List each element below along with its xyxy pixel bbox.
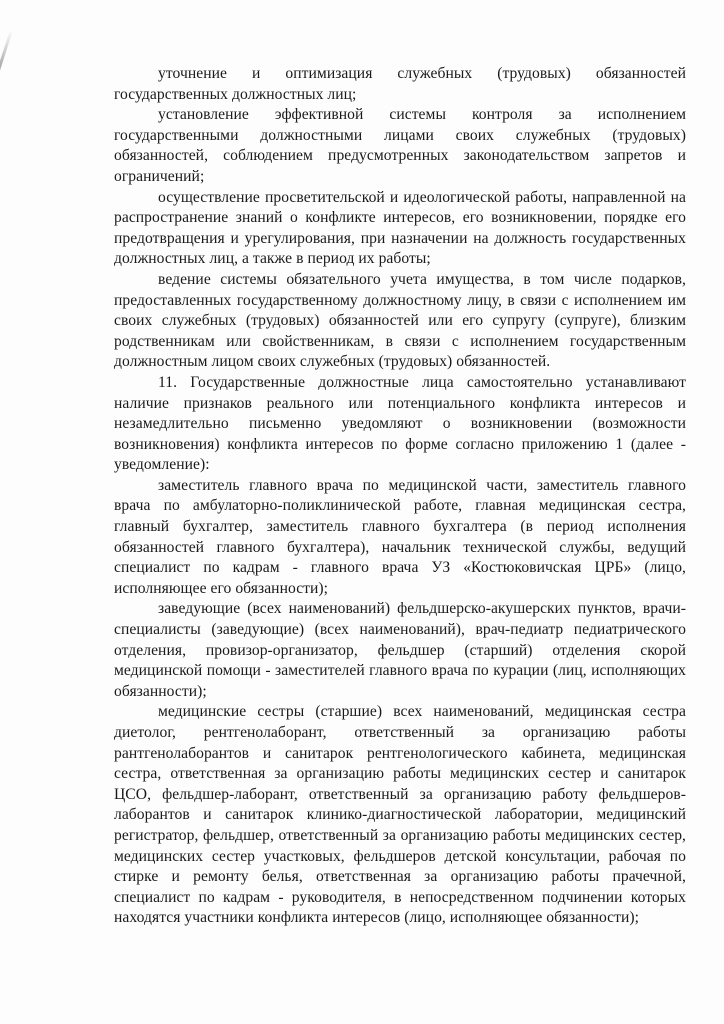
paragraph-property-accounting: ведение системы обязательного учета имущества, в том числе подарков, предоставленных государственному должностному лицу, в связи с исполнением им своих служебных (трудовых) обязанностей или его супругу (супруге), близким родственникам или свойственникам, в связи с исполнением государственным должностным лицом своих служебных (трудовых) обязанностей. [114, 270, 686, 371]
paragraph-item-11: 11. Государственные должностные лица самостоятельно устанавливают наличие признаков реального или потенциального конфликта интересов и незамедлительно письменно уведомляют о возникновении (возможности возникновения) конфликта интересов по форме согласно приложению 1 (далее - уведомление): [114, 373, 686, 474]
paragraph-heads-list: заведующие (всех наименований) фельдшерско-акушерских пунктов, врачи-специалисты (заведующие) (всех наименований), врач-педиатр педиатрического отделения, провизор-организатор, фельдшер (старший) отделения скорой медицинской помощи - заместителей главного врача по курации (лиц, исполняющих обязанности); [114, 600, 686, 700]
paragraph-educational-work: осуществление просветительской и идеологической работы, направленной на распространение знаний о конфликте интересов, его возникновении, порядке его предотвращения и урегулирования, при назначении на должность государственных должностных лиц, а также в период их работы; [114, 188, 686, 268]
document-body [114, 64, 686, 929]
paragraph-deputies-list: заместитель главного врача по медицинской части, заместитель главного врача по амбулаторно-поликлинической работе, главная медицинская сестра, главный бухгалтер, заместитель главного бухгалтера (в период исполнения обязанностей главного бухгалтера), начальник технической службы, ведущий специалист по кадрам - главного врача УЗ «Костюковичская ЦРБ» (лицо, исполняющее его обязанности); [114, 476, 686, 597]
scan-artifact-line [0, 30, 13, 117]
paragraph-nurses-list: медицинские сестры (старшие) всех наименований, медицинская сестра диетолог, рентгенолаборант, ответственный за организацию работы рантгенолаборантов и санитарок рентгенологического кабинета, медицинская сестра, ответственная за организацию работы медицинских сестер и санитарок ЦСО, фельдшер-лаборант, ответственный за организацию работу фельдшеров-лаборантов и санитарок клинико-диагностической лаборатории, медицинский регистратор, фельдшер, ответственный за организацию работы медицинских сестер, медицинских сестер участковых, фельдшеров детской консультации, рабочая по стирке и ремонту белья, ответственная за организацию работы прачечной, специалист по кадрам - руководителя, в непосредственном подчинении которых находятся участники конфликта интересов (лицо, исполняющее обязанности); [114, 703, 686, 927]
paragraph-duties-optimization: уточнение и оптимизация служебных (трудовых) обязанностей государственных должностных лиц; [114, 65, 686, 103]
paragraph-control-system: установление эффективной системы контроля за исполнением государственными должностными лицами своих служебных (трудовых) обязанностей, соблюдением предусмотренных законодательством запретов и ограничений; [114, 106, 686, 185]
